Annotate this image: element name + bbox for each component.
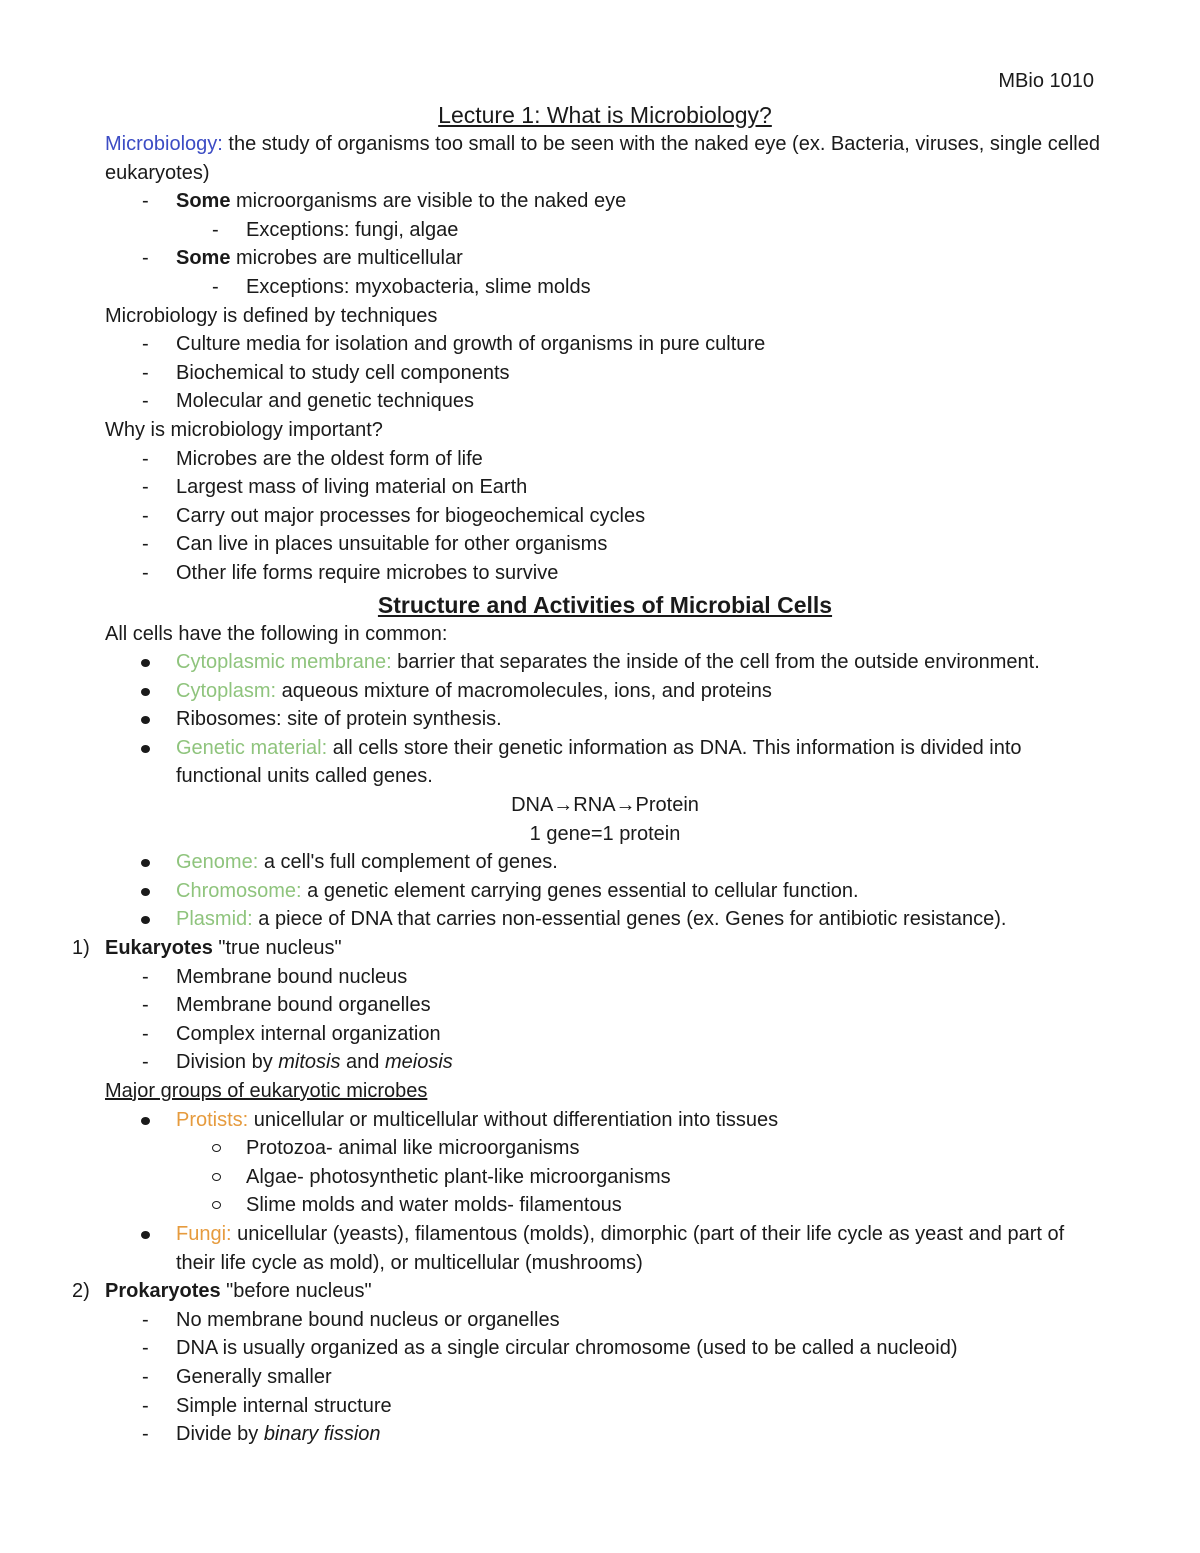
- list-item: - Membrane bound nucleus: [105, 963, 1105, 992]
- circle-bullet-icon: [212, 1144, 221, 1152]
- list-item: - Some microbes are multicellular: [105, 244, 1105, 273]
- list-item: - Carry out major processes for biogeochemical cycles: [105, 502, 1105, 531]
- list-item: - Complex internal organization: [105, 1020, 1105, 1049]
- definition-text: the study of organisms too small to be seen with the naked eye (ex. Bacteria, viruses, single celled eukaryotes): [105, 133, 1100, 184]
- list-item: - Largest mass of living material on Earth: [105, 473, 1105, 502]
- list-item: Chromosome: a genetic element carrying genes essential to cellular function.: [105, 877, 1105, 906]
- list-item: Cytoplasm: aqueous mixture of macromolecules, ions, and proteins: [105, 677, 1105, 706]
- list-item: - Molecular and genetic techniques: [105, 387, 1105, 416]
- list-item: - Simple internal structure: [105, 1392, 1105, 1421]
- list-item: - Membrane bound organelles: [105, 991, 1105, 1020]
- lecture-title: Lecture 1: What is Microbiology?: [438, 102, 772, 128]
- list-item: - No membrane bound nucleus or organelles: [105, 1306, 1105, 1335]
- list-item: Cytoplasmic membrane: barrier that separates the inside of the cell from the outside environment.: [105, 648, 1105, 677]
- bullet-icon: [141, 659, 150, 667]
- gene-protein-rule: 1 gene=1 protein: [529, 822, 681, 845]
- list-item: Protists: unicellular or multicellular without differentiation into tissues: [105, 1106, 1105, 1135]
- list-item: - Generally smaller: [105, 1363, 1105, 1392]
- list-item: - Divide by binary fission: [105, 1420, 1105, 1449]
- list-subitem: - Exceptions: fungi, algae: [105, 216, 1105, 245]
- eukaryotes-heading: 1) Eukaryotes "true nucleus": [72, 937, 342, 960]
- list-item: - Microbes are the oldest form of life: [105, 445, 1105, 474]
- list-item: - Some microorganisms are visible to the naked eye: [105, 187, 1105, 216]
- list-item: - Other life forms require microbes to survive: [105, 559, 1105, 588]
- list-item: Genetic material: all cells store their genetic information as DNA. This information is divided into functional units called genes.: [105, 734, 1105, 791]
- importance-heading: Why is microbiology important?: [105, 418, 383, 441]
- bullet-icon: [141, 716, 150, 724]
- bullet-icon: [141, 1117, 150, 1125]
- list-item: - Division by mitosis and meiosis: [105, 1048, 1105, 1077]
- circle-bullet-icon: [212, 1201, 221, 1209]
- central-dogma: DNA→RNA→Protein: [511, 794, 699, 817]
- bullet-icon: [141, 916, 150, 924]
- bullet-icon: [141, 888, 150, 896]
- list-subitem: Algae- photosynthetic plant-like microorganisms: [105, 1163, 1105, 1192]
- prokaryotes-heading: 2) Prokaryotes "before nucleus": [72, 1280, 372, 1303]
- notes-body: [72, 100, 1105, 1449]
- list-subitem: - Exceptions: myxobacteria, slime molds: [105, 273, 1105, 302]
- list-item: - Biochemical to study cell components: [105, 359, 1105, 388]
- list-item: - DNA is usually organized as a single circular chromosome (used to be called a nucleoid): [105, 1334, 1105, 1363]
- list-item: Ribosomes: site of protein synthesis.: [105, 705, 1105, 734]
- bullet-icon: [141, 688, 150, 696]
- groups-heading: Major groups of eukaryotic microbes: [105, 1080, 428, 1102]
- definition-term: Microbiology:: [105, 133, 223, 155]
- microbiology-definition: [105, 130, 1105, 187]
- list-item: - Can live in places unsuitable for other organisms: [105, 530, 1105, 559]
- bullet-icon: [141, 859, 150, 867]
- techniques-heading: Microbiology is defined by techniques: [105, 304, 438, 327]
- circle-bullet-icon: [212, 1173, 221, 1181]
- list-item: Genome: a cell's full complement of genes.: [105, 848, 1105, 877]
- bullet-icon: [141, 1231, 150, 1239]
- structure-intro: All cells have the following in common:: [105, 622, 448, 645]
- list-subitem: Slime molds and water molds- filamentous: [105, 1191, 1105, 1220]
- list-item: - Culture media for isolation and growth of organisms in pure culture: [105, 330, 1105, 359]
- course-code: MBio 1010: [998, 70, 1094, 92]
- bullet-icon: [141, 745, 150, 753]
- structure-title: Structure and Activities of Microbial Cells: [377, 591, 833, 618]
- list-item: Plasmid: a piece of DNA that carries non-essential genes (ex. Genes for antibiotic resistance).: [105, 905, 1105, 934]
- list-subitem: Protozoa- animal like microorganisms: [105, 1134, 1105, 1163]
- list-item: Fungi: unicellular (yeasts), filamentous (molds), dimorphic (part of their life cycle as yeast and part of their life cycle as mold), or multicellular (mushrooms): [105, 1220, 1105, 1277]
